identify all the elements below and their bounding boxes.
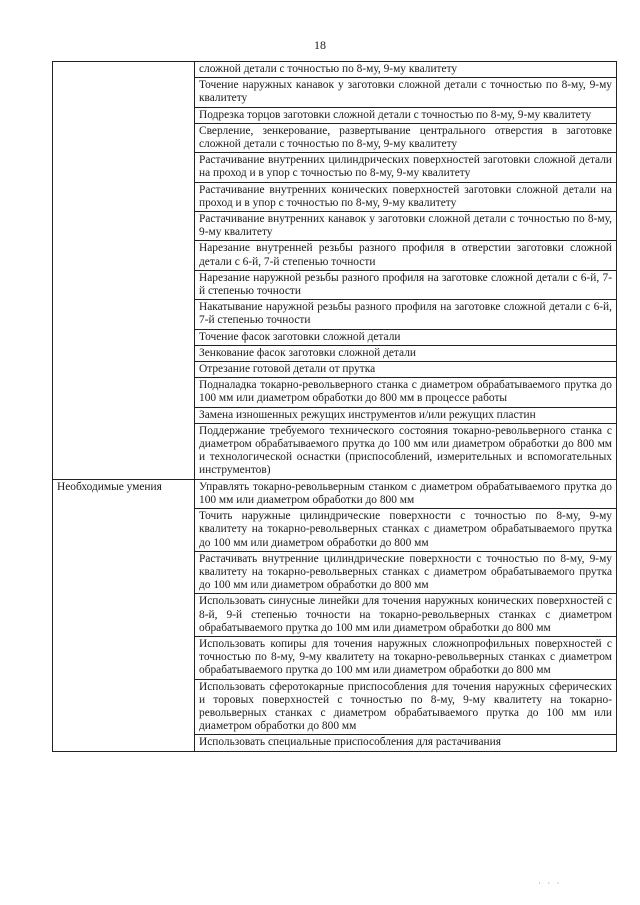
requirement-item: Отрезание готовой детали от прутка [195,362,617,378]
category-label [53,62,195,480]
category-label: Необходимые умения [53,479,195,751]
requirement-item: Растачивание внутренних цилиндрических поверхностей заготовки сложной детали на проход и в упор с точностью по 8-му, 9-му квалитету [195,153,617,182]
requirement-item: Подналадка токарно-револьверного станка с диаметром обрабатываемого прутка до 100 мм или диаметром обработки до 800 мм в процессе работы [195,378,617,407]
scan-artifact-dots: · · · [538,878,562,888]
requirement-item: сложной детали с точностью по 8-му, 9-му квалитету [195,62,617,78]
requirement-item: Подрезка торцов заготовки сложной детали с точностью по 8-му, 9-му квалитету [195,107,617,123]
requirement-item: Управлять токарно-револьверным станком с диаметром обрабатываемого прутка до 100 мм или диаметром обработки до 800 мм [195,479,617,508]
requirement-item: Точение наружных канавок у заготовки сложной детали с точностью по 8-му, 9-му квалитету [195,78,617,107]
requirement-item: Накатывание наружной резьбы разного профиля на заготовке сложной детали с 6-й, 7-й степенью точности [195,300,617,329]
requirement-item: Точить наружные цилиндрические поверхности с точностью по 8-му, 9-му квалитету на токарно-револьверных станках с диаметром обрабатываемого прутка до 100 мм или диаметром обработки до 800 мм [195,509,617,552]
requirement-item: Замена изношенных режущих инструментов и/или режущих пластин [195,407,617,423]
requirement-item: Растачивание внутренних конических поверхностей заготовки сложной детали на проход и в упор с точностью по 8-му, 9-му квалитету [195,182,617,211]
requirement-item: Нарезание внутренней резьбы разного профиля в отверстии заготовки сложной детали с 6-й, 7-й степенью точности [195,241,617,270]
requirement-item: Растачивать внутренние цилиндрические поверхности с точностью по 8-му, 9-му квалитету на токарно-револьверных станках с диаметром обрабатываемого прутка до 100 мм или диаметром обработки до 800 мм [195,551,617,594]
requirement-item: Использовать специальные приспособления для растачивания [195,735,617,751]
requirement-item: Использовать синусные линейки для точения наружных конических поверхностей с 8-й, 9-й степенью точности на токарно-револьверных станках с диаметром обрабатываемого прутка до 100 мм или диаметром обработки до 800 мм [195,594,617,637]
table-row [53,62,617,78]
requirement-item: Использовать копиры для точения наружных сложнопрофильных поверхностей с точностью по 8-му, 9-му квалитету на токарно-револьверных станках с диаметром обрабатываемого прутка до 100 мм или диаметром обработки до 800 мм [195,636,617,679]
requirement-item: Точение фасок заготовки сложной детали [195,329,617,345]
requirement-item: Нарезание наружной резьбы разного профиля на заготовке сложной детали с 6-й, 7-й степенью точности [195,270,617,299]
requirement-item: Растачивание внутренних канавок у заготовки сложной детали с точностью по 8-му, 9-му квалитету [195,212,617,241]
page-number: 18 [314,38,326,52]
requirements-table [52,61,617,752]
requirement-item: Зенкование фасок заготовки сложной детали [195,345,617,361]
table-row [53,479,617,508]
requirement-item: Сверление, зенкерование, развертывание центрального отверстия в заготовке сложной детали с точностью по 8-му, 9-му квалитету [195,123,617,152]
requirements-table-body [53,62,617,752]
requirement-item: Поддержание требуемого технического состояния токарно-револьверного станка с диаметром обрабатываемого прутка до 100 мм или диаметром обработки до 800 мм и технологической оснастки (приспособлений, измерительных и вспомогательных инструментов) [195,423,617,479]
requirement-item: Использовать сферотокарные приспособления для точения наружных сферических и торовых поверхностей с точностью по 8-му, 9-му квалитету на токарно-револьверных станках с диаметром обрабатываемого прутка до 100 мм или диаметром обработки до 800 мм [195,679,617,735]
